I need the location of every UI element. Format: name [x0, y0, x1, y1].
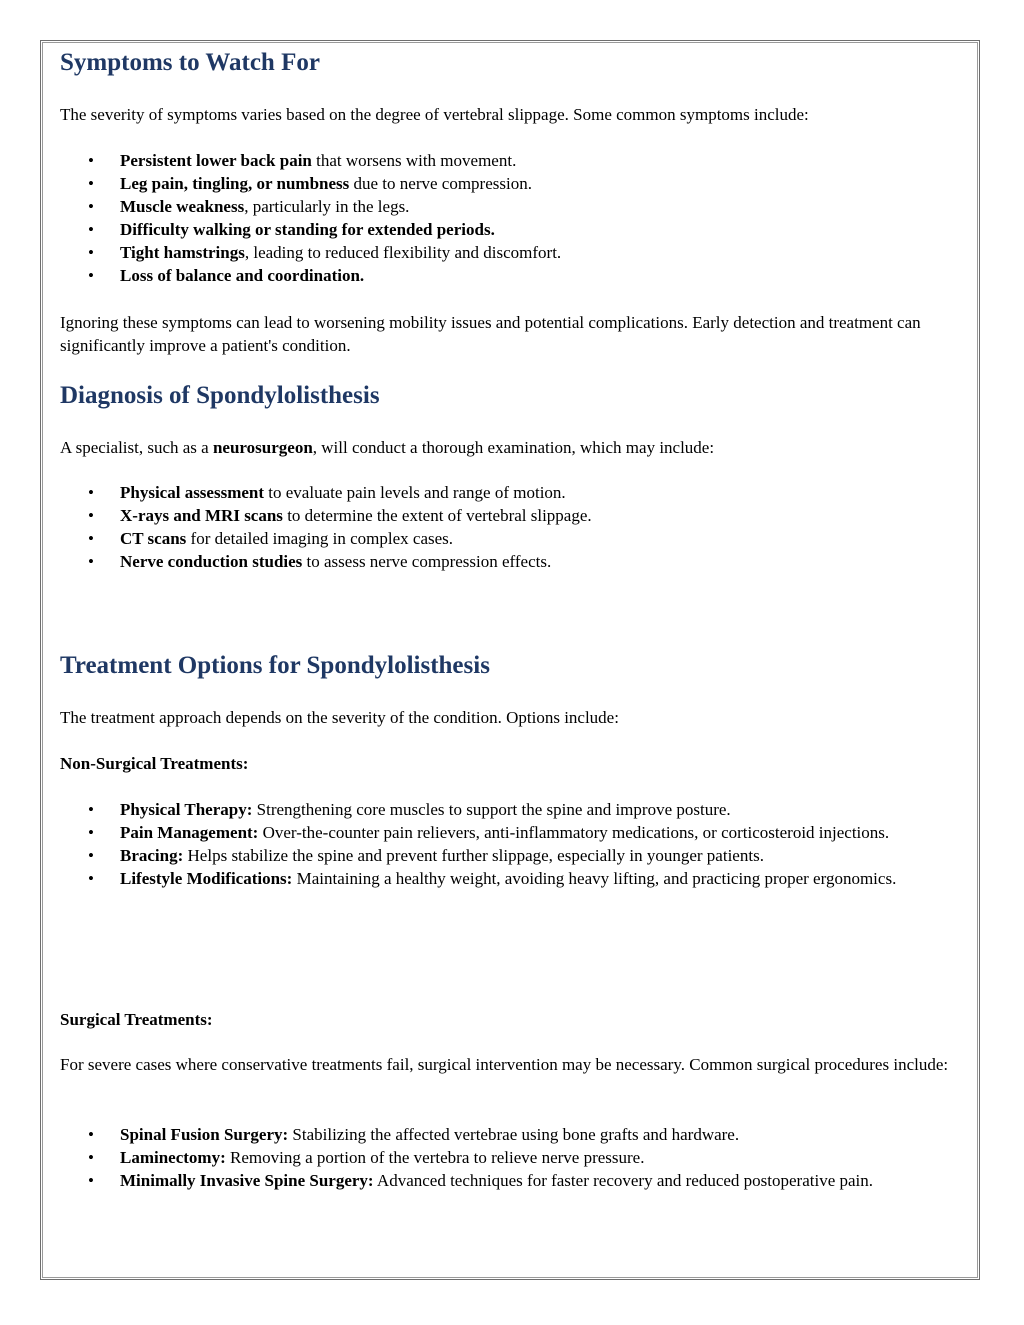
item-bold: Bracing:	[120, 846, 184, 865]
list-item	[60, 504, 970, 527]
item-bold: X-rays and MRI scans	[120, 506, 283, 525]
list-item	[60, 527, 970, 550]
list-item	[60, 241, 970, 264]
item-bold: Physical assessment	[120, 483, 265, 502]
bullet-icon: •	[88, 266, 94, 285]
heading-diagnosis: Diagnosis of Spondylolisthesis	[60, 382, 380, 409]
item-text: Helps stabilize the spine and prevent further slippage, especially in younger patients.	[183, 846, 764, 865]
bullet-icon: •	[88, 1125, 94, 1144]
item-text: Maintaining a healthy weight, avoiding heavy lifting, and practicing proper ergonomics.	[292, 869, 897, 888]
bullet-icon: •	[88, 823, 94, 842]
list-item	[60, 550, 970, 573]
bullet-icon: •	[88, 1171, 94, 1190]
item-text: to determine the extent of vertebral slippage.	[282, 506, 592, 525]
bullet-icon: •	[88, 197, 94, 216]
bullet-icon: •	[88, 800, 94, 819]
item-bold: Nerve conduction studies	[120, 552, 303, 571]
item-bold: CT scans	[120, 529, 187, 548]
bullet-icon: •	[88, 529, 94, 548]
surgical-list	[60, 1123, 970, 1192]
bullet-icon: •	[88, 552, 94, 571]
item-bold: Tight hamstrings	[120, 243, 245, 262]
treatment-intro: The treatment approach depends on the severity of the condition. Options include:	[60, 708, 619, 727]
item-text: to assess nerve compression effects.	[302, 552, 552, 571]
list-item	[60, 1146, 970, 1169]
list-item	[60, 149, 970, 172]
bullet-icon: •	[88, 220, 94, 239]
heading-treatment: Treatment Options for Spondylolisthesis	[60, 652, 490, 679]
item-bold: Laminectomy:	[120, 1148, 226, 1167]
item-text: , particularly in the legs.	[244, 197, 410, 216]
non-surgical-list	[60, 798, 970, 890]
item-text: Strengthening core muscles to support the spine and improve posture.	[252, 800, 731, 819]
intro-bold: neurosurgeon	[212, 438, 313, 457]
item-text: that worsens with movement.	[311, 151, 517, 170]
item-text: Advanced techniques for faster recovery and reduced postoperative pain.	[373, 1171, 874, 1190]
list-item	[60, 844, 970, 867]
list-item	[60, 264, 970, 287]
item-bold: Loss of balance and coordination.	[120, 266, 365, 285]
item-bold: Persistent lower back pain	[120, 151, 312, 170]
item-text: for detailed imaging in complex cases.	[186, 529, 454, 548]
item-bold: Physical Therapy:	[120, 800, 253, 819]
item-bold: Lifestyle Modifications:	[120, 869, 293, 888]
bullet-icon: •	[88, 243, 94, 262]
list-item	[60, 798, 970, 821]
diagnosis-list	[60, 481, 970, 573]
list-item	[60, 821, 970, 844]
symptoms-intro: The severity of symptoms varies based on the degree of vertebral slippage. Some common symptoms include:	[60, 105, 809, 124]
bullet-icon: •	[88, 483, 94, 502]
item-text: due to nerve compression.	[349, 174, 532, 193]
item-bold: Muscle weakness	[120, 197, 245, 216]
item-bold: Difficulty walking or standing for extended periods.	[120, 220, 495, 239]
item-bold: Minimally Invasive Spine Surgery:	[120, 1171, 374, 1190]
bullet-icon: •	[88, 1148, 94, 1167]
intro-text: , will conduct a thorough examination, which may include:	[312, 438, 715, 457]
list-item	[60, 218, 970, 241]
bullet-icon: •	[88, 174, 94, 193]
symptoms-list	[60, 149, 970, 287]
item-text: Over-the-counter pain relievers, anti-inflammatory medications, or corticosteroid injections.	[258, 823, 890, 842]
item-bold: Pain Management:	[120, 823, 259, 842]
list-item	[60, 867, 970, 890]
list-item	[60, 172, 970, 195]
list-item	[60, 481, 970, 504]
intro-text: A specialist, such as a	[60, 438, 213, 457]
diagnosis-intro	[60, 436, 970, 459]
surgical-intro: For severe cases where conservative treatments fail, surgical intervention may be necessary. Common surgical procedures include:	[60, 1055, 949, 1074]
symptoms-outro: Ignoring these symptoms can lead to worsening mobility issues and potential complications. Early detection and treatment can significantly improve a patient's condition.	[60, 313, 921, 355]
heading-symptoms: Symptoms to Watch For	[60, 49, 320, 76]
item-bold: Spinal Fusion Surgery:	[120, 1125, 289, 1144]
bullet-icon: •	[88, 869, 94, 888]
bullet-icon: •	[88, 846, 94, 865]
item-text: , leading to reduced flexibility and discomfort.	[244, 243, 562, 262]
subheading-surgical: Surgical Treatments:	[60, 1010, 213, 1029]
item-text: Removing a portion of the vertebra to relieve nerve pressure.	[225, 1148, 645, 1167]
bullet-icon: •	[88, 506, 94, 525]
item-text: Stabilizing the affected vertebrae using bone grafts and hardware.	[288, 1125, 740, 1144]
subheading-non-surgical: Non-Surgical Treatments:	[60, 754, 249, 773]
item-text: to evaluate pain levels and range of motion.	[264, 483, 566, 502]
list-item	[60, 1169, 970, 1192]
item-bold: Leg pain, tingling, or numbness	[120, 174, 350, 193]
list-item	[60, 1123, 970, 1146]
list-item	[60, 195, 970, 218]
bullet-icon: •	[88, 151, 94, 170]
